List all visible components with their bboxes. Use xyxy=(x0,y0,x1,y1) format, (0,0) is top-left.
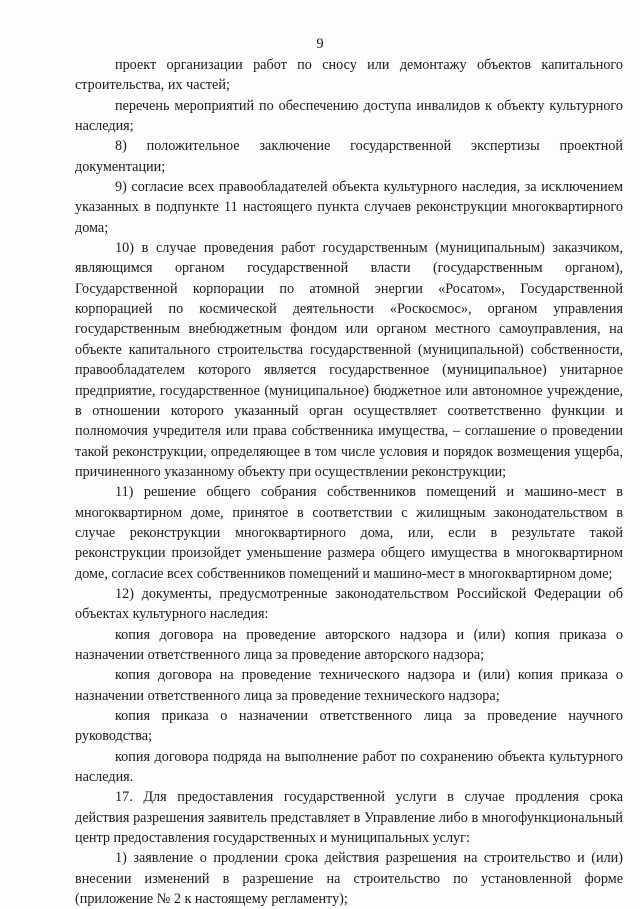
paragraph: 8) положительное заключение государственной экспертизы проектной документации; xyxy=(75,138,623,175)
paragraph: копия договора на проведение технического надзора и (или) копия приказа о назначении ответственного лица за проведение технического надзора; xyxy=(75,667,623,704)
paragraph: 12) документы, предусмотренные законодательством Российской Федерации об объектах культурного наследия: xyxy=(75,585,623,623)
paragraph: 9) согласие всех правообладателей объекта культурного наследия, за исключением указанных в подпункте 11 настоящего пункта случаев реконструкции многоквартирного дома; xyxy=(75,179,623,236)
page-number: 9 xyxy=(316,36,324,52)
paragraph: 1) заявление о продлении срока действия разрешения на строительство и (или) внесении изменений в разрешение на строительство по установленной форме (приложение № 2 к настоящему регламенту); xyxy=(75,850,623,908)
paragraph: копия договора подряда на выполнение работ по сохранению объекта культурного наследия. xyxy=(75,748,623,786)
document-body xyxy=(75,55,623,909)
paragraph: 17. Для предоставления государственной услуги в случае продления срока действия разрешения заявитель представляет в Управление либо в многофункциональный центр предоставления государственных и муниципальных услуг: xyxy=(75,789,623,847)
paragraph: 10) в случае проведения работ государственным (муниципальным) заказчиком, являющимся органом государственной власти (государственным органом), Государственной корпорации по атомной энергии «Росатом», Государственной корпорацией по космической деятельности «Роскосмос», органом управления государственным внебюджетным фондом или органом местного самоуправления, на объекте капитального строительства государственной (муниципальной) собственности, правообладателем которого является государственное (муниципальное) унитарное предприятие, государственное (муниципальное) бюджетное или автономное учреждение, в отношении которого указанный орган осуществляет соответственно функции и полномочия учредителя или права собственника имущества, – соглашение о проведении такой реконструкции, определяющее в том числе условия и порядок возмещения ущерба, причиненного указанному объекту при осуществлении реконструкции; xyxy=(75,240,623,480)
paragraph: 11) решение общего собрания собственников помещений и машино-мест в многоквартирном доме, принятое в соответствии с жилищным законодательством в случае реконструкции многоквартирного дома, или, если в результате такой реконструкции произойдет уменьшение размера общего имущества в многоквартирном доме, согласие всех собственников помещений и машино-мест в многоквартирном доме; xyxy=(75,484,623,582)
paragraph: копия договора на проведение авторского надзора и (или) копия приказа о назначении ответственного лица за проведение авторского надзора; xyxy=(75,626,623,663)
paragraph: копия приказа о назначении ответственного лица за проведение научного руководства; xyxy=(75,708,623,745)
paragraph: проект организации работ по сносу или демонтажу объектов капитального строительства, их частей; xyxy=(75,57,623,94)
paragraph: перечень мероприятий по обеспечению доступа инвалидов к объекту культурного наследия; xyxy=(75,97,623,135)
